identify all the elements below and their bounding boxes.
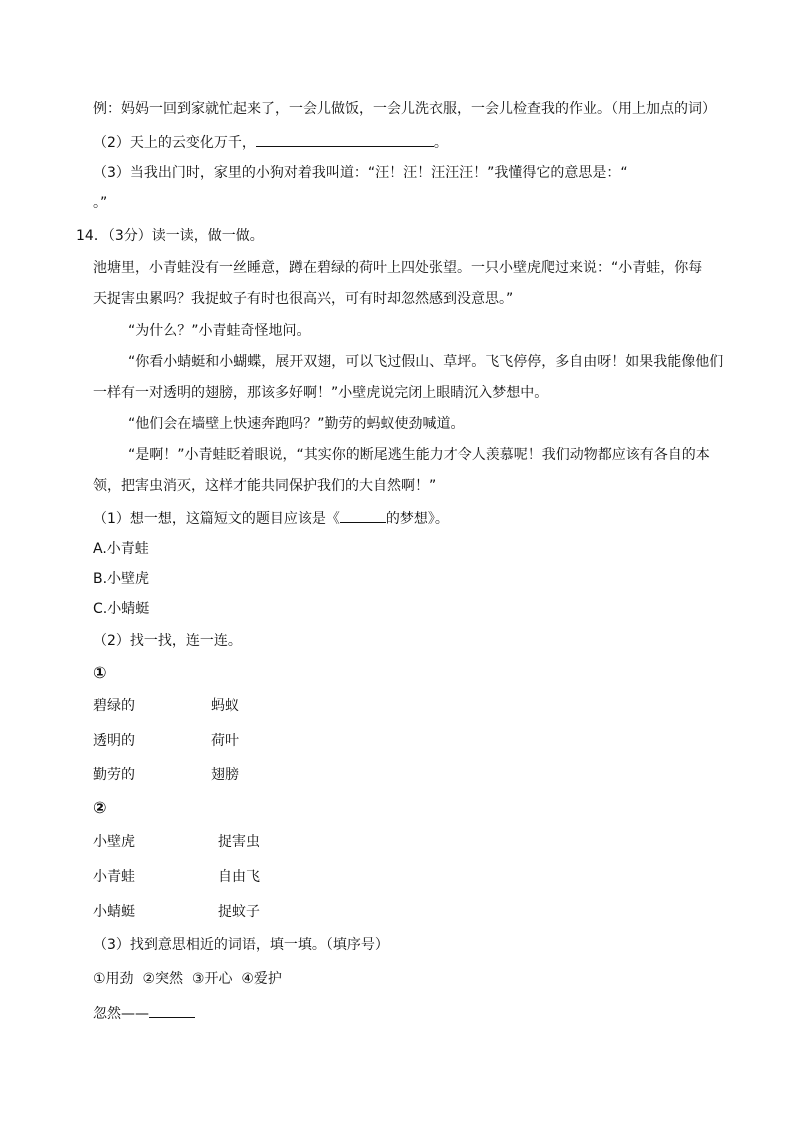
passage-line: “是啊！”小青蛙眨着眼说，“其实你的断尾逃生能力才令人羡慕呢！我们动物都应该有各自的本 xyxy=(128,447,710,463)
question-13-3: （3）当我出门时，家里的小狗对着我叫道：“汪！汪！汪汪汪！”我懂得它的意思是：“ xyxy=(93,165,628,181)
passage-line: “你看小蜻蜓和小蝴蝶，展开双翅，可以飞过假山、草坪。飞飞停停，多自由呀！如果我能像他们 xyxy=(128,354,724,370)
question-13-3-end: 。” xyxy=(93,195,108,211)
sub-question-1 xyxy=(93,508,449,529)
word-choices: ①用劲 ②突然 ③开心 ④爱护 xyxy=(93,971,282,987)
match-left[interactable]: 小青蛙 xyxy=(93,869,135,885)
match-left[interactable]: 小蜻蜓 xyxy=(93,904,135,920)
group-2-marker: ② xyxy=(93,798,107,817)
answer-blank[interactable] xyxy=(256,132,434,147)
match-right[interactable]: 翅膀 xyxy=(211,767,239,783)
fill-item xyxy=(93,1003,195,1024)
sub-question-3: （3）找到意思相近的词语，填一填。（填序号） xyxy=(93,937,389,953)
question-13-2-end: 。 xyxy=(433,135,448,151)
match-left[interactable]: 透明的 xyxy=(93,733,135,749)
sub-question-1-end: 的梦想》。 xyxy=(385,511,449,527)
question-13-2 xyxy=(93,132,448,153)
passage-line: 一样有一对透明的翅膀，那该多好啊！”小壁虎说完闭上眼睛沉入梦想中。 xyxy=(93,385,549,401)
fill-item-word: 忽然—— xyxy=(93,1006,149,1022)
answer-blank[interactable] xyxy=(340,508,386,523)
match-left[interactable]: 小壁虎 xyxy=(93,834,135,850)
match-left[interactable]: 碧绿的 xyxy=(93,698,135,714)
passage-line: 领，把害虫消灭，这样才能共同保护我们的大自然啊！” xyxy=(93,478,437,494)
passage-line: “他们会在墙壁上快速奔跑吗？”勤劳的蚂蚁使劲喊道。 xyxy=(128,416,465,432)
match-left[interactable]: 勤劳的 xyxy=(93,767,135,783)
question-13-2-text: （2）天上的云变化万千， xyxy=(93,135,256,151)
sub-question-2: （2）找一找，连一连。 xyxy=(93,633,242,649)
option-c[interactable]: C.小蜻蜓 xyxy=(93,601,150,617)
answer-blank[interactable] xyxy=(149,1003,195,1018)
example-sentence: 例：妈妈一回到家就忙起来了，一会儿做饭，一会儿洗衣服，一会儿检查我的作业。（用上加点的词） xyxy=(93,101,716,117)
question-14-header: 14．（3分）读一读，做一做。 xyxy=(76,228,264,244)
group-1-marker: ① xyxy=(93,663,107,682)
option-a[interactable]: A.小青蛙 xyxy=(93,541,149,557)
sub-question-1-text: （1）想一想，这篇短文的题目应该是《 xyxy=(93,511,340,527)
match-right[interactable]: 捉害虫 xyxy=(218,834,260,850)
passage-line: 天捉害虫累吗？我捉蚊子有时也很高兴，可有时却忽然感到没意思。” xyxy=(93,291,514,307)
passage-line: 池塘里，小青蛙没有一丝睡意，蹲在碧绿的荷叶上四处张望。一只小壁虎爬过来说：“小青蛙，你每 xyxy=(93,260,703,276)
match-right[interactable]: 捉蚊子 xyxy=(218,904,260,920)
match-right[interactable]: 自由飞 xyxy=(218,869,260,885)
match-right[interactable]: 蚂蚁 xyxy=(211,698,239,714)
passage-line: “为什么？”小青蛙奇怪地问。 xyxy=(128,323,311,339)
option-b[interactable]: B.小壁虎 xyxy=(93,571,150,587)
match-right[interactable]: 荷叶 xyxy=(211,733,239,749)
